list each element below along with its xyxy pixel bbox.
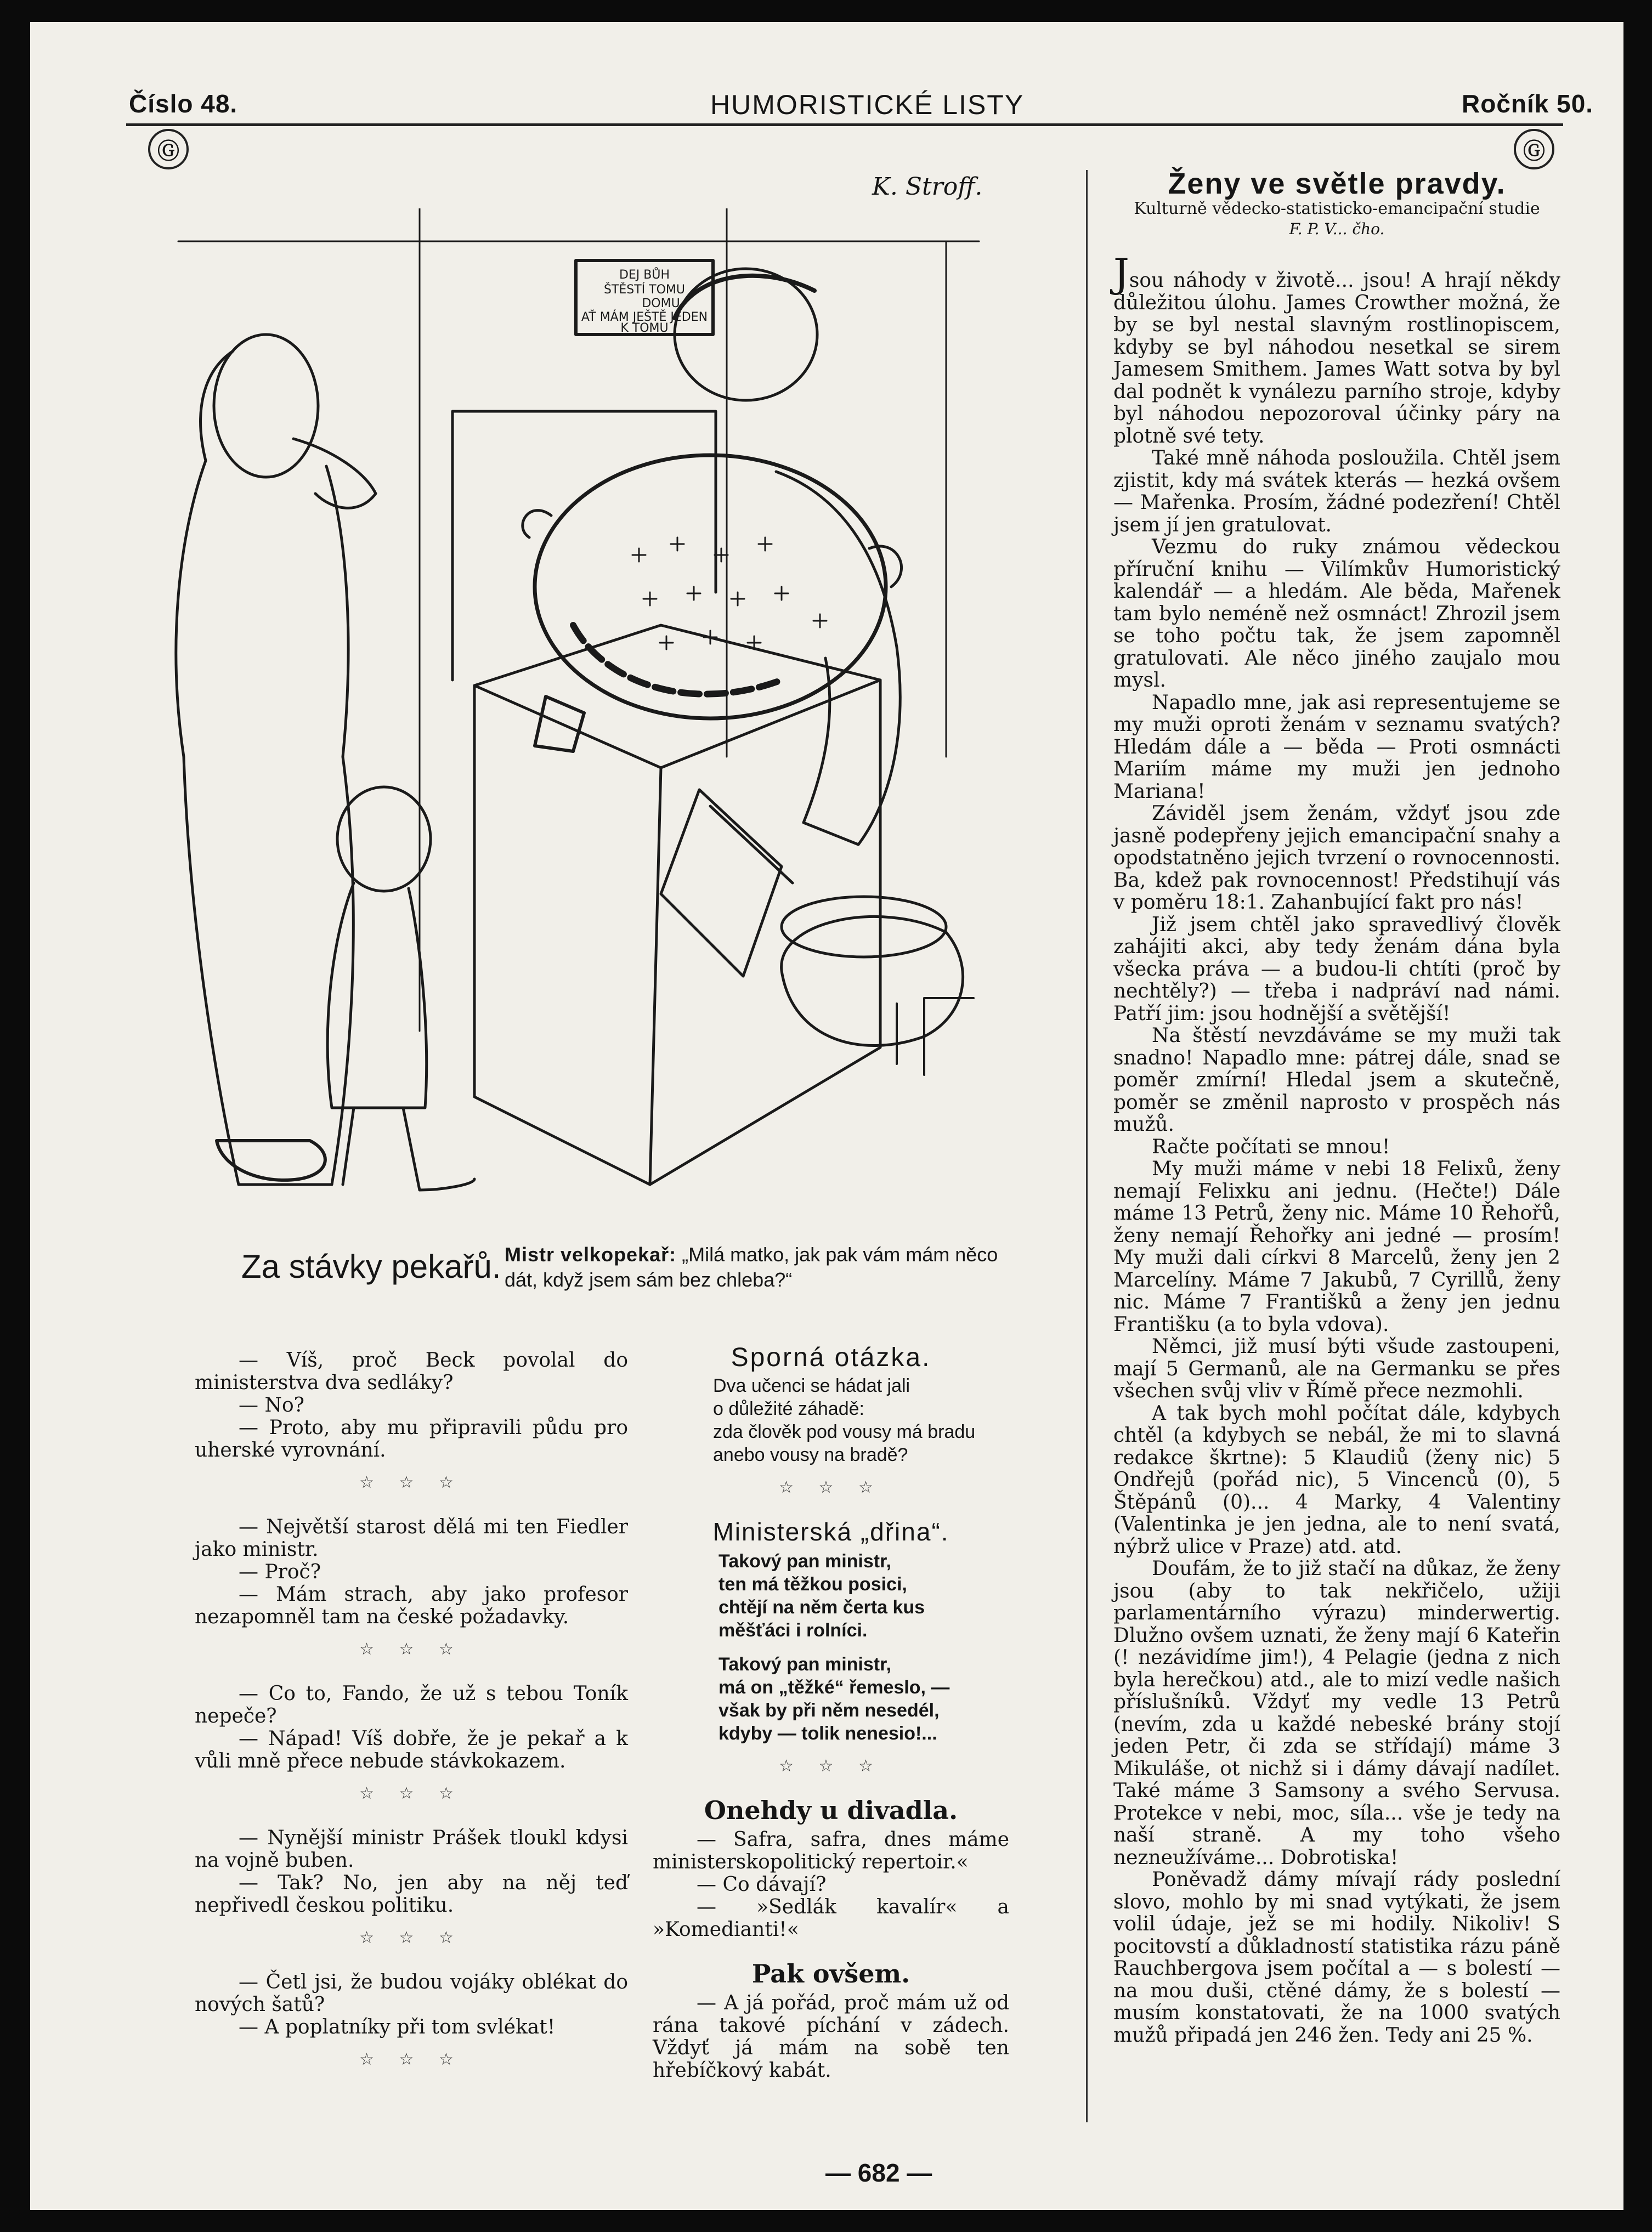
joke-1-line-2: — No? [239, 1394, 304, 1417]
poem-line: má on „těžké“ řemeslo, — [718, 1677, 950, 1698]
separator-stars: ☆ ☆ ☆ [359, 1784, 463, 1803]
heading-onehdy-u-divadla: Onehdy u divadla. [704, 1795, 958, 1825]
poem-sporna-otazka [653, 1374, 1009, 1466]
caption-speaker: Mistr velkopekař: [505, 1243, 677, 1266]
joke-5 [195, 1971, 628, 2038]
column-divider [1086, 170, 1088, 2122]
sign-line-1: DEJ BŮH [619, 268, 670, 282]
joke-5-line-1: — Četl jsi, že budou vojáky oblékat do nových šatů? [195, 1971, 628, 2016]
heading-sporna-otazka: Sporná otázka. [731, 1343, 931, 1372]
separator-stars: ☆ ☆ ☆ [359, 1640, 463, 1659]
logo-left: Ⓖ [148, 129, 189, 169]
article-paragraph: Již jsem chtěl jako spravedlivý člověk zahájiti akci, aby tedy ženám dána byla všecka práva — a budou-li chtíti (proč by nechtěly?) — třeba i nadpráví nad námi. Patří jim: jsou hodnější a světější! [1113, 913, 1560, 1025]
separator-stars: ☆ ☆ ☆ [779, 1478, 883, 1497]
poem-ministerska-drina [653, 1550, 1009, 1745]
cartoon-caption-title: Za stávky pekařů. [241, 1248, 501, 1285]
caption-quote: „Milá matko, jak pak vám mám něco dát, když jsem sám bez chleba?“ [505, 1243, 998, 1291]
separator-stars: ☆ ☆ ☆ [779, 1757, 883, 1776]
poem-line: anebo vousy na bradě? [713, 1444, 908, 1465]
poem-line: Takový pan ministr, [718, 1654, 891, 1675]
separator-stars: ☆ ☆ ☆ [359, 1473, 463, 1492]
poem-line: ten má těžkou posici, [718, 1574, 907, 1595]
article-paragraph: Němci, již musí býti všude zastoupeni, mají 5 Germanů, ale na Germanku se přes všechen svůj vliv v Římě přece nezmohli. [1113, 1335, 1560, 1402]
dialog-line: — »Sedlák kavalír« a »Komedianti!« [653, 1896, 1009, 1941]
heading-pak-ovsem: Pak ovšem. [751, 1959, 910, 1989]
cartoon-illustration [167, 208, 985, 1239]
joke-1-line-1: — Víš, proč Beck povolal do ministerstva dva sedláky? [195, 1349, 628, 1394]
joke-1-line-3: — Proto, aby mu připravili půdu pro uherské vyrovnání. [195, 1417, 628, 1461]
dialog-pak-ovsem: — A já pořád, proč mám už od rána takové píchání v zádech. Vždyť já mám na sobě ten hřebíčkový kabát. [653, 1992, 1009, 2082]
article-paragraph: Napadlo mne, jak asi representujeme se my muži oproti ženám v seznamu svatých? Hledám dále a — běda — Proti osmnácti Mariím máme my muži jen jednoho Mariana! [1113, 691, 1560, 803]
joke-3-line-2: — Nápad! Víš dobře, že je pekař a k vůli mně přece nebude stávkokazem. [195, 1727, 628, 1772]
poem-line: však by při něm nesedél, [718, 1700, 940, 1721]
dialog-line: — Co dávají? [697, 1873, 827, 1896]
article-paragraph: Záviděl jsem ženám, vždyť jsou zde jasně podepřeny jejich emancipační snahy a opodstatněno jejich tvrzení o rovnocennosti. Ba, kdež pak rovnocennost! Předstihují vás v poměru 18:1. Zahanbující fakt pro nás! [1113, 802, 1560, 914]
joke-2-line-2: — Proč? [239, 1561, 321, 1583]
dialog-line: — Safra, safra, dnes máme ministerskopolitický repertoir.« [653, 1828, 1009, 1873]
volume-number: Ročník 50. [1462, 89, 1594, 118]
newspaper-page [30, 22, 1623, 2210]
poem-line: o důležité záhadě: [713, 1398, 864, 1419]
masthead-title: HUMORISTICKÉ LISTY [710, 89, 1025, 120]
joke-4-line-2: — Tak? No, jen aby na něj teď nepřivedl českou politiku. [195, 1872, 628, 1917]
article-subtitle: Kulturně vědecko-statisticko-emancipační studie [1134, 199, 1540, 218]
issue-number: Číslo 48. [129, 89, 238, 118]
poem-line: Takový pan ministr, [718, 1551, 891, 1572]
joke-1 [195, 1349, 628, 1461]
logo-right: Ⓖ [1514, 129, 1554, 169]
article-paragraph: Také mně náhoda posloužila. Chtěl jsem zjistit, kdy má svátek kterás — hezká ovšem — Mařenka. Prosím, žádné podezření! Chtěl jsem jí jen gratulovat. [1113, 447, 1560, 536]
article-column [1113, 167, 1560, 2047]
joke-3-line-1: — Co to, Fando, že už s tebou Toník nepeče? [195, 1683, 628, 1727]
sign-line-5: K TOMU [620, 321, 669, 335]
heading-ministerska-drina: Ministerská „dřina“. [712, 1517, 949, 1546]
poems-column [653, 1343, 1009, 2082]
article-title: Ženy ve světle pravdy. [1168, 167, 1506, 200]
joke-3 [195, 1683, 628, 1772]
page-number: — 682 — [825, 2159, 932, 2187]
poem-line: Dva učenci se hádat jali [713, 1375, 910, 1396]
article-paragraph: Vezmu do ruky známou vědeckou příruční knihu — Vilímkův Humoristický kalendář — a hledám. Ale běda, Mařenek tam bylo neméně než osmnáct! Zhrozil jsem se toho počtu tak, že jsem zapomněl gratulovati. Ale něco jiného zaujalo mou mysl. [1113, 536, 1560, 692]
artist-signature: K. Stroff. [872, 173, 983, 201]
article-paragraph: A tak bych mohl počítat dále, kdybych chtěl (a kdybych se nebál, že mi to slavná redakce škrtne): 5 Klaudiů (ženy nic) 5 Ondřejů (pořád nic), 5 Vincenců (0), 5 Štěpánů (0)... 4 Marky, 4 Valentiny (Valentinka je jen jedna, ale to není svatá, nýbrž ulice v Praze) atd. atd. [1113, 1402, 1560, 1558]
poem-line: chtějí na něm čerta kus [718, 1597, 925, 1618]
jokes-column [195, 1349, 628, 2093]
joke-4 [195, 1827, 628, 1917]
joke-5-line-2: — A poplatníky při tom svlékat! [239, 2016, 556, 2038]
article-paragraph: Poněvadž dámy mívají rády poslední slovo, mohlo by mi snad vytýkati, že jsem volil údaje, jež se mi hodily. Nikoliv! S pocitovstí a důkladností statistika rázu páně Rauchbergova jsem počítal a — s bolestí — na mou duši, ctěné dámy, že s bolestí — musím konstatovati, že na 1000 svatých mužů připadá jen 246 žen. Tedy ani 25 %. [1113, 1868, 1560, 2047]
joke-2 [195, 1516, 628, 1628]
sign-line-3: DOMU [642, 297, 680, 310]
article-paragraph: Račte počítati se mnou! [1152, 1135, 1390, 1158]
article-author: F. P. V... čho. [1289, 219, 1385, 238]
cartoon-caption [505, 1242, 1026, 1293]
article-body [1113, 250, 1560, 2047]
article-paragraph: Na štěstí nevzdáváme se my muži tak snadno! Napadlo mne: pátrej dále, snad se poměr zmírní! Hledal jsem a skutečně, poměr se změnil naprosto v prospěch nás mužů. [1113, 1024, 1560, 1136]
poem-line: kdyby — tolik nenesio!... [718, 1723, 937, 1744]
separator-stars: ☆ ☆ ☆ [359, 1928, 463, 1947]
separator-stars: ☆ ☆ ☆ [359, 2050, 463, 2069]
sign-line-2: ŠTĚSTÍ TOMU [603, 283, 686, 297]
joke-2-line-1: — Největší starost dělá mi ten Fiedler jako ministr. [195, 1516, 628, 1561]
header-rule [126, 123, 1563, 126]
joke-2-line-3: — Mám strach, aby jako profesor nezapomněl tam na české požadavky. [195, 1583, 628, 1628]
sign-line-4: AŤ MÁM JEŠTĚ JEDEN [581, 310, 708, 324]
article-paragraph: Jsou náhody v životě... jsou! A hrají někdy důležitou úlohu. James Crowther možná, že by se byl nestal slavným rostlinopiscem, kdyby se byl náhodou nesetkal se sirem Jamesem Smithem. James Watt sotva by byl dal podnět k vynálezu parního stroje, kdyby byl náhodou nepozoroval účinky páry na plotně své tety. [1113, 250, 1560, 447]
poem-line: měšťáci i rolníci. [718, 1620, 868, 1641]
article-paragraph: My muži máme v nebi 18 Felixů, ženy nemají Felixku ani jednu. (Hečte!) Dále máme 13 Petrů, ženy nic. Máme 10 Řehořů, ženy nemají Řehořky ani jedné — prosím! My muži dali církvi 8 Marcelů, ženy jen 2 Marcelíny. Máme 7 Jakubů, 7 Cyrillů, ženy nic. Máme 7 Františků a ženy jen jednu Františku (a to byla vdova). [1113, 1158, 1560, 1336]
article-paragraph: Doufám, že to již stačí na důkaz, že ženy jsou (aby to tak nekřičelo, užiji parlamentárního výrazu) minderwertig. Dlužno ovšem uznati, že ženy mají 6 Kateřin (! nezávidíme jim!), 4 Pelagie (jedna z nich byla herečkou) atd., ale to mizí vedle našich příslušníků. Vždyť my vedle 13 Petrů (nevím, zda u každé nebeské brány stojí jeden Petr, či zda se střídají) máme 3 Mikuláše, ot nichž si i dámy dávají nadílet. Také máme 3 Samsony a svého Servusa. Protekce v nebi, moc, síla... vše je tedy na naší straně. A my toho všeho nezneužíváme... Dobrotiska! [1113, 1557, 1560, 1869]
poem-line: zda člověk pod vousy má bradu [713, 1421, 976, 1442]
joke-4-line-1: — Nynější ministr Prášek tloukl kdysi na vojně buben. [195, 1827, 628, 1872]
